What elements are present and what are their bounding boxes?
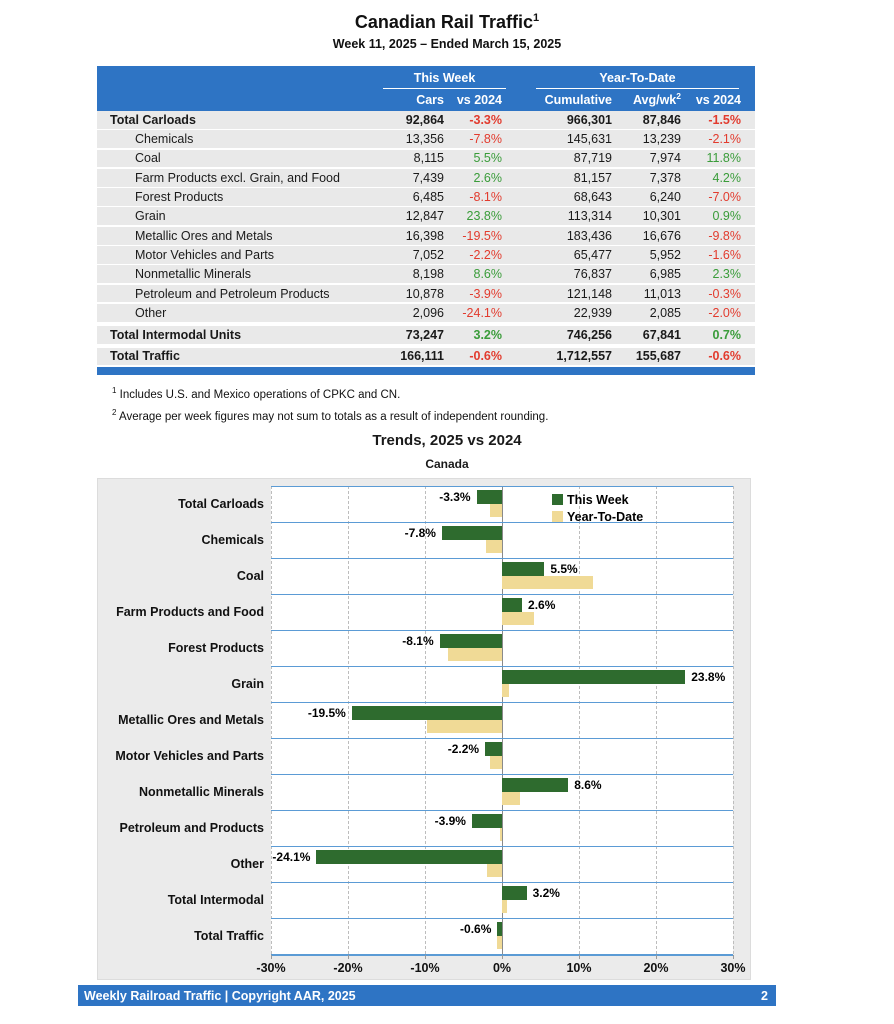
- year-to-date-bar: [502, 576, 593, 589]
- x-axis-tick-label: 0%: [492, 961, 512, 975]
- footer-page-number: 2: [761, 988, 768, 1003]
- column-header-vs2024-week: vs 2024: [456, 92, 502, 107]
- table-row: [97, 130, 755, 148]
- x-axis-tick-label: -30%: [256, 961, 286, 975]
- table-row: [97, 348, 755, 366]
- this-week-bar: [442, 526, 502, 540]
- x-axis-tick-label: 30%: [720, 961, 746, 975]
- this-week-bar: [485, 742, 502, 756]
- vs2024-week-value: -0.6%: [469, 349, 502, 364]
- year-to-date-bar: [502, 612, 534, 625]
- table-row: [97, 188, 755, 206]
- this-week-bar: [472, 814, 502, 828]
- cumulative-value: 22,939: [573, 305, 612, 320]
- this-week-bar: [502, 562, 544, 576]
- year-to-date-bar: [448, 648, 502, 661]
- cars-value: 13,356: [405, 132, 444, 147]
- bar-value-label: -24.1%: [272, 850, 311, 864]
- legend-item: [552, 508, 643, 525]
- year-to-date-bar: [500, 828, 502, 841]
- cumulative-value: 81,157: [573, 170, 612, 185]
- bar-value-label: 3.2%: [532, 886, 560, 900]
- bar-value-label: 5.5%: [550, 562, 578, 576]
- table-row: [97, 326, 755, 344]
- avg-wk-value: 7,378: [649, 170, 681, 185]
- vs2024-ytd-value: 4.2%: [712, 170, 741, 185]
- gridline: [348, 486, 349, 954]
- year-to-date-swatch: [552, 511, 563, 522]
- cumulative-value: 65,477: [573, 247, 612, 262]
- table-row: [97, 150, 755, 168]
- cumulative-value: 746,256: [566, 327, 612, 342]
- cumulative-value: 1,712,557: [556, 349, 612, 364]
- row-label: Nonmetallic Minerals: [135, 267, 252, 282]
- cumulative-value: 76,837: [573, 267, 612, 282]
- band-separator-line: [271, 558, 733, 559]
- x-axis-tick: [656, 955, 657, 959]
- year-to-date-bar: [486, 540, 502, 553]
- table-body: [97, 111, 755, 365]
- vs2024-week-value: -3.9%: [469, 286, 502, 301]
- this-week-bar: [316, 850, 502, 864]
- band-separator-line: [271, 846, 733, 847]
- this-week-bar: [502, 778, 568, 792]
- year-to-date-bar: [487, 864, 502, 877]
- this-week-bar: [502, 598, 522, 612]
- x-axis-tick-label: 20%: [643, 961, 669, 975]
- column-header-vs2024-ytd: vs 2024: [695, 92, 741, 107]
- avg-wk-value: 7,974: [649, 151, 681, 166]
- avg-wk-value: 5,952: [649, 247, 681, 262]
- band-separator-line: [271, 630, 733, 631]
- chart-category-label: Metallic Ores and Metals: [118, 713, 264, 727]
- bar-value-label: -3.9%: [434, 814, 466, 828]
- bar-value-label: 23.8%: [691, 670, 726, 684]
- vs2024-ytd-value: -2.0%: [708, 305, 741, 320]
- chart-category-label: Forest Products: [168, 641, 264, 655]
- footer-text: Weekly Railroad Traffic | Copyright AAR, 2025: [84, 988, 356, 1003]
- zero-axis-line: [502, 486, 503, 954]
- cumulative-value: 113,314: [567, 209, 612, 224]
- vs2024-ytd-value: 2.3%: [712, 267, 741, 282]
- vs2024-week-value: 23.8%: [466, 209, 502, 224]
- band-separator-line: [271, 918, 733, 919]
- avg-wk-value: 6,240: [649, 190, 681, 205]
- gridline: [271, 486, 272, 954]
- x-axis-tick-label: 10%: [566, 961, 592, 975]
- table-row: [97, 207, 755, 225]
- vs2024-week-value: 3.2%: [473, 327, 502, 342]
- row-label: Metallic Ores and Metals: [135, 228, 273, 243]
- bar-value-label: 2.6%: [528, 598, 556, 612]
- avg-wk-value: 6,985: [649, 267, 681, 282]
- x-axis-tick: [579, 955, 580, 959]
- row-label: Grain: [135, 209, 166, 224]
- chart-category-label: Chemicals: [201, 533, 264, 547]
- vs2024-week-value: 5.5%: [473, 151, 502, 166]
- this-week-bar: [502, 670, 685, 684]
- table-row: [97, 304, 755, 322]
- vs2024-ytd-value: -9.8%: [708, 228, 741, 243]
- bar-value-label: -8.1%: [402, 634, 434, 648]
- vs2024-ytd-value: 11.8%: [706, 151, 741, 166]
- vs2024-week-value: -19.5%: [462, 228, 502, 243]
- row-label: Farm Products excl. Grain, and Food: [135, 170, 340, 185]
- x-axis-tick: [271, 955, 272, 959]
- cars-value: 8,198: [412, 267, 444, 282]
- vs2024-ytd-value: 0.9%: [712, 209, 741, 224]
- chart-category-label: Other: [230, 857, 264, 871]
- band-separator-line: [271, 882, 733, 883]
- table-header: [97, 66, 755, 111]
- band-separator-line: [271, 666, 733, 667]
- table-row: [97, 227, 755, 245]
- row-label: Other: [135, 305, 167, 320]
- table-row: [97, 265, 755, 283]
- this-week-bar: [502, 886, 527, 900]
- page-title: [0, 12, 894, 33]
- cars-value: 73,247: [405, 327, 444, 342]
- cumulative-value: 87,719: [573, 151, 612, 166]
- trends-bar-chart: [97, 478, 751, 980]
- chart-category-label: Total Intermodal: [167, 893, 264, 907]
- chart-category-label: Grain: [231, 677, 264, 691]
- vs2024-week-value: 8.6%: [473, 267, 502, 282]
- chart-category-label: Motor Vehicles and Parts: [115, 749, 264, 763]
- year-to-date-bar: [490, 756, 502, 769]
- chart-category-label: Nonmetallic Minerals: [138, 785, 264, 799]
- row-label: Chemicals: [135, 132, 194, 147]
- chart-category-label: Farm Products and Food: [116, 605, 264, 619]
- row-label: Total Carloads: [110, 112, 196, 127]
- title-footnote-marker: 1: [532, 12, 540, 24]
- chart-plot-area: [271, 486, 733, 954]
- cars-value: 7,439: [412, 170, 444, 185]
- bar-value-label: -0.6%: [460, 922, 492, 936]
- avg-wk-value: 13,239: [642, 132, 681, 147]
- bar-value-label: -3.3%: [439, 490, 471, 504]
- vs2024-week-value: -24.1%: [462, 305, 502, 320]
- this-week-bar: [477, 490, 502, 504]
- x-axis-tick-label: -10%: [410, 961, 440, 975]
- band-separator-line: [271, 522, 733, 523]
- avg-wk-value: 10,301: [642, 209, 681, 224]
- year-to-date-bar: [502, 792, 520, 805]
- chart-category-label: Petroleum and Products: [119, 821, 264, 835]
- avg-wk-value: 16,676: [642, 228, 681, 243]
- footer-bar: [78, 985, 776, 1006]
- group-header-year-to-date: Year-To-Date: [536, 71, 739, 89]
- vs2024-ytd-value: -2.1%: [708, 132, 741, 147]
- avg-wk-value: 67,841: [642, 327, 681, 342]
- row-label: Petroleum and Petroleum Products: [135, 286, 330, 301]
- avg-wk-value: 87,846: [642, 112, 681, 127]
- footnotes: [112, 386, 548, 430]
- bar-value-label: 8.6%: [574, 778, 602, 792]
- vs2024-ytd-value: -1.5%: [708, 112, 741, 127]
- bar-value-label: -2.2%: [447, 742, 480, 756]
- traffic-table: [97, 66, 755, 375]
- table-row: [97, 246, 755, 264]
- cars-value: 16,398: [405, 228, 444, 243]
- gridline: [656, 486, 657, 954]
- band-separator-line: [271, 702, 733, 703]
- column-header-cumulative: Cumulative: [544, 92, 612, 107]
- vs2024-week-value: -2.2%: [469, 247, 502, 262]
- cars-value: 10,878: [405, 286, 444, 301]
- column-header-cars: Cars: [416, 92, 444, 107]
- vs2024-ytd-value: 0.7%: [712, 327, 741, 342]
- vs2024-ytd-value: -0.3%: [708, 286, 741, 301]
- band-separator-line: [271, 486, 733, 487]
- page-subtitle: Week 11, 2025 – Ended March 15, 2025: [332, 37, 562, 51]
- year-to-date-bar: [427, 720, 502, 733]
- table-row: [97, 169, 755, 187]
- avg-wk-value: 2,085: [649, 305, 681, 320]
- this-week-bar: [352, 706, 502, 720]
- vs2024-week-value: -7.8%: [469, 132, 502, 147]
- row-label: Total Traffic: [110, 349, 180, 364]
- chart-title: Trends, 2025 vs 2024: [372, 432, 522, 449]
- column-header-avg-wk: Avg/$wk^2$: [632, 91, 681, 108]
- page-title-text: Canadian Rail Traffic: [354, 12, 533, 32]
- gridline: [579, 486, 580, 954]
- cars-value: 166,111: [400, 349, 444, 364]
- row-label: Forest Products: [135, 190, 224, 205]
- chart-category-label: Total Carloads: [178, 497, 264, 511]
- vs2024-ytd-value: -1.6%: [708, 247, 741, 262]
- band-separator-line: [271, 594, 733, 595]
- cumulative-value: 68,643: [573, 190, 612, 205]
- legend-label: Year-To-Date: [567, 509, 644, 524]
- x-axis-tick: [425, 955, 426, 959]
- footnote-2: $^2$ Average per week figures may not sum to totals as a result of independent rounding.: [112, 407, 549, 423]
- x-axis-tick: [733, 955, 734, 959]
- cars-value: 2,096: [412, 305, 444, 320]
- gridline: [733, 486, 734, 954]
- this-week-swatch: [552, 494, 563, 505]
- cars-value: 12,847: [405, 209, 444, 224]
- vs2024-week-value: -3.3%: [469, 112, 502, 127]
- cars-value: 6,485: [412, 190, 444, 205]
- cumulative-value: 183,436: [566, 228, 612, 243]
- table-bottom-bar: [97, 367, 755, 375]
- vs2024-week-value: 2.6%: [473, 170, 502, 185]
- year-to-date-bar: [497, 936, 502, 949]
- cars-value: 92,864: [405, 112, 444, 127]
- row-label: Total Intermodal Units: [110, 327, 242, 342]
- year-to-date-bar: [502, 900, 507, 913]
- x-axis-tick: [502, 955, 503, 959]
- band-separator-line: [271, 810, 733, 811]
- cars-value: 7,052: [412, 247, 444, 262]
- footnote-1: $^1$ Includes U.S. and Mexico operations of CPKC and CN.: [112, 386, 401, 401]
- vs2024-week-value: -8.1%: [469, 190, 502, 205]
- this-week-bar: [440, 634, 502, 648]
- row-label: Motor Vehicles and Parts: [135, 247, 274, 262]
- bar-value-label: -7.8%: [404, 526, 436, 540]
- group-header-this-week: This Week: [383, 71, 506, 89]
- x-axis-tick-label: -20%: [333, 961, 363, 975]
- cumulative-value: 145,631: [566, 132, 612, 147]
- cars-value: 8,115: [413, 151, 444, 166]
- table-row: [97, 285, 755, 303]
- row-label: Coal: [135, 151, 161, 166]
- legend-item: [552, 491, 643, 508]
- year-to-date-bar: [502, 684, 509, 697]
- avg-wk-value: 155,687: [635, 349, 681, 364]
- legend-label: This Week: [567, 492, 629, 507]
- chart-category-label: Total Traffic: [194, 929, 264, 943]
- cumulative-value: 121,148: [566, 286, 612, 301]
- band-separator-line: [271, 774, 733, 775]
- bar-value-label: -19.5%: [307, 706, 346, 720]
- chart-legend: [552, 491, 643, 525]
- avg-wk-value: 11,013: [643, 286, 681, 301]
- chart-subtitle: Canada: [425, 457, 469, 471]
- x-axis-tick: [348, 955, 349, 959]
- table-row: [97, 111, 755, 129]
- vs2024-ytd-value: -7.0%: [708, 190, 741, 205]
- year-to-date-bar: [490, 504, 502, 517]
- chart-category-label: Coal: [236, 569, 264, 583]
- cumulative-value: 966,301: [566, 112, 612, 127]
- this-week-bar: [497, 922, 502, 936]
- vs2024-ytd-value: -0.6%: [708, 349, 741, 364]
- band-separator-line: [271, 738, 733, 739]
